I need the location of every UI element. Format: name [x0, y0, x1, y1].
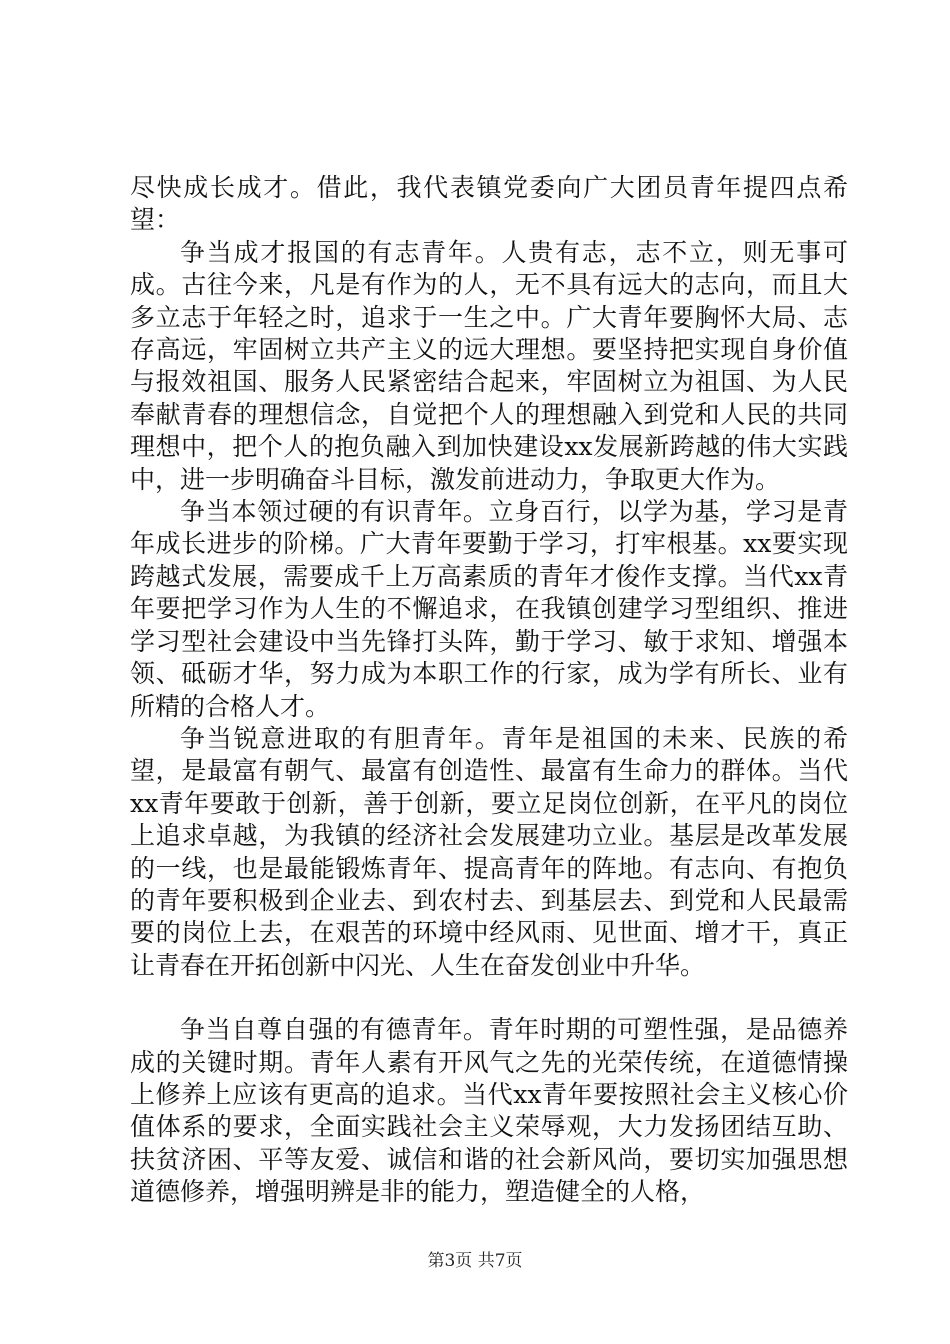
document-body — [130, 172, 848, 1209]
paragraph-courage: 争当锐意进取的有胆青年。青年是祖国的未来、民族的希望，是最富有朝气、最富有创造性、最富有生命力的群体。当代xx青年要敢于创新，善于创新，要立足岗位创新，在平凡的岗位上追求卓越，为我镇的经济社会发展建功立业。基层是改革发展的一线，也是最能锻炼青年、提高青年的阵地。有志向、有抱负的青年要积极到企业去、到农村去、到基层去、到党和人民最需要的岗位上去，在艰苦的环境中经风雨、见世面、增才干，真正让青春在开拓创新中闪光、人生在奋发创业中升华。 — [130, 723, 848, 980]
paragraph-continuation: 尽快成长成才。借此，我代表镇党委向广大团员青年提四点希望： — [130, 173, 848, 235]
page-number-footer: 第3页 共7页 — [427, 1251, 523, 1271]
paragraph-ambition: 争当成才报国的有志青年。人贵有志，志不立，则无事可成。古往今来，凡是有作为的人，无不具有远大的志向，而且大多立志于年轻之时，追求于一生之中。广大青年要胸怀大局、志存高远，牢固树立共产主义的远大理想。要坚持把实现自身价值与报效祖国、服务人民紧密结合起来，牢固树立为祖国、为人民奉献青春的理想信念，自觉把个人的理想融入到党和人民的共同理想中，把个人的抱负融入到加快建设xx发展新跨越的伟大实践中，进一步明确奋斗目标，激发前进动力，争取更大作为。 — [130, 237, 848, 494]
paragraph-virtue: 争当自尊自强的有德青年。青年时期的可塑性强，是品德养成的关键时期。青年人素有开风气之先的光荣传统，在道德情操上修养上应该有更高的追求。当代xx青年要按照社会主义核心价值体系的要求，全面实践社会主义荣辱观，大力发扬团结互助、扶贫济困、平等友爱、诚信和谐的社会新风尚，要切实加强思想道德修养，增强明辨是非的能力，塑造健全的人格， — [130, 1015, 848, 1207]
paragraph-knowledge: 争当本领过硬的有识青年。立身百行，以学为基，学习是青年成长进步的阶梯。广大青年要勤于学习，打牢根基。xx要实现跨越式发展，需要成千上万高素质的青年才俊作支撑。当代xx青年要把学习作为人生的不懈追求，在我镇创建学习型组织、推进学习型社会建设中当先锋打头阵，勤于学习、敏于求知、增强本领、砥砺才华，努力成为本职工作的行家，成为学有所长、业有所精的合格人才。 — [130, 497, 848, 721]
